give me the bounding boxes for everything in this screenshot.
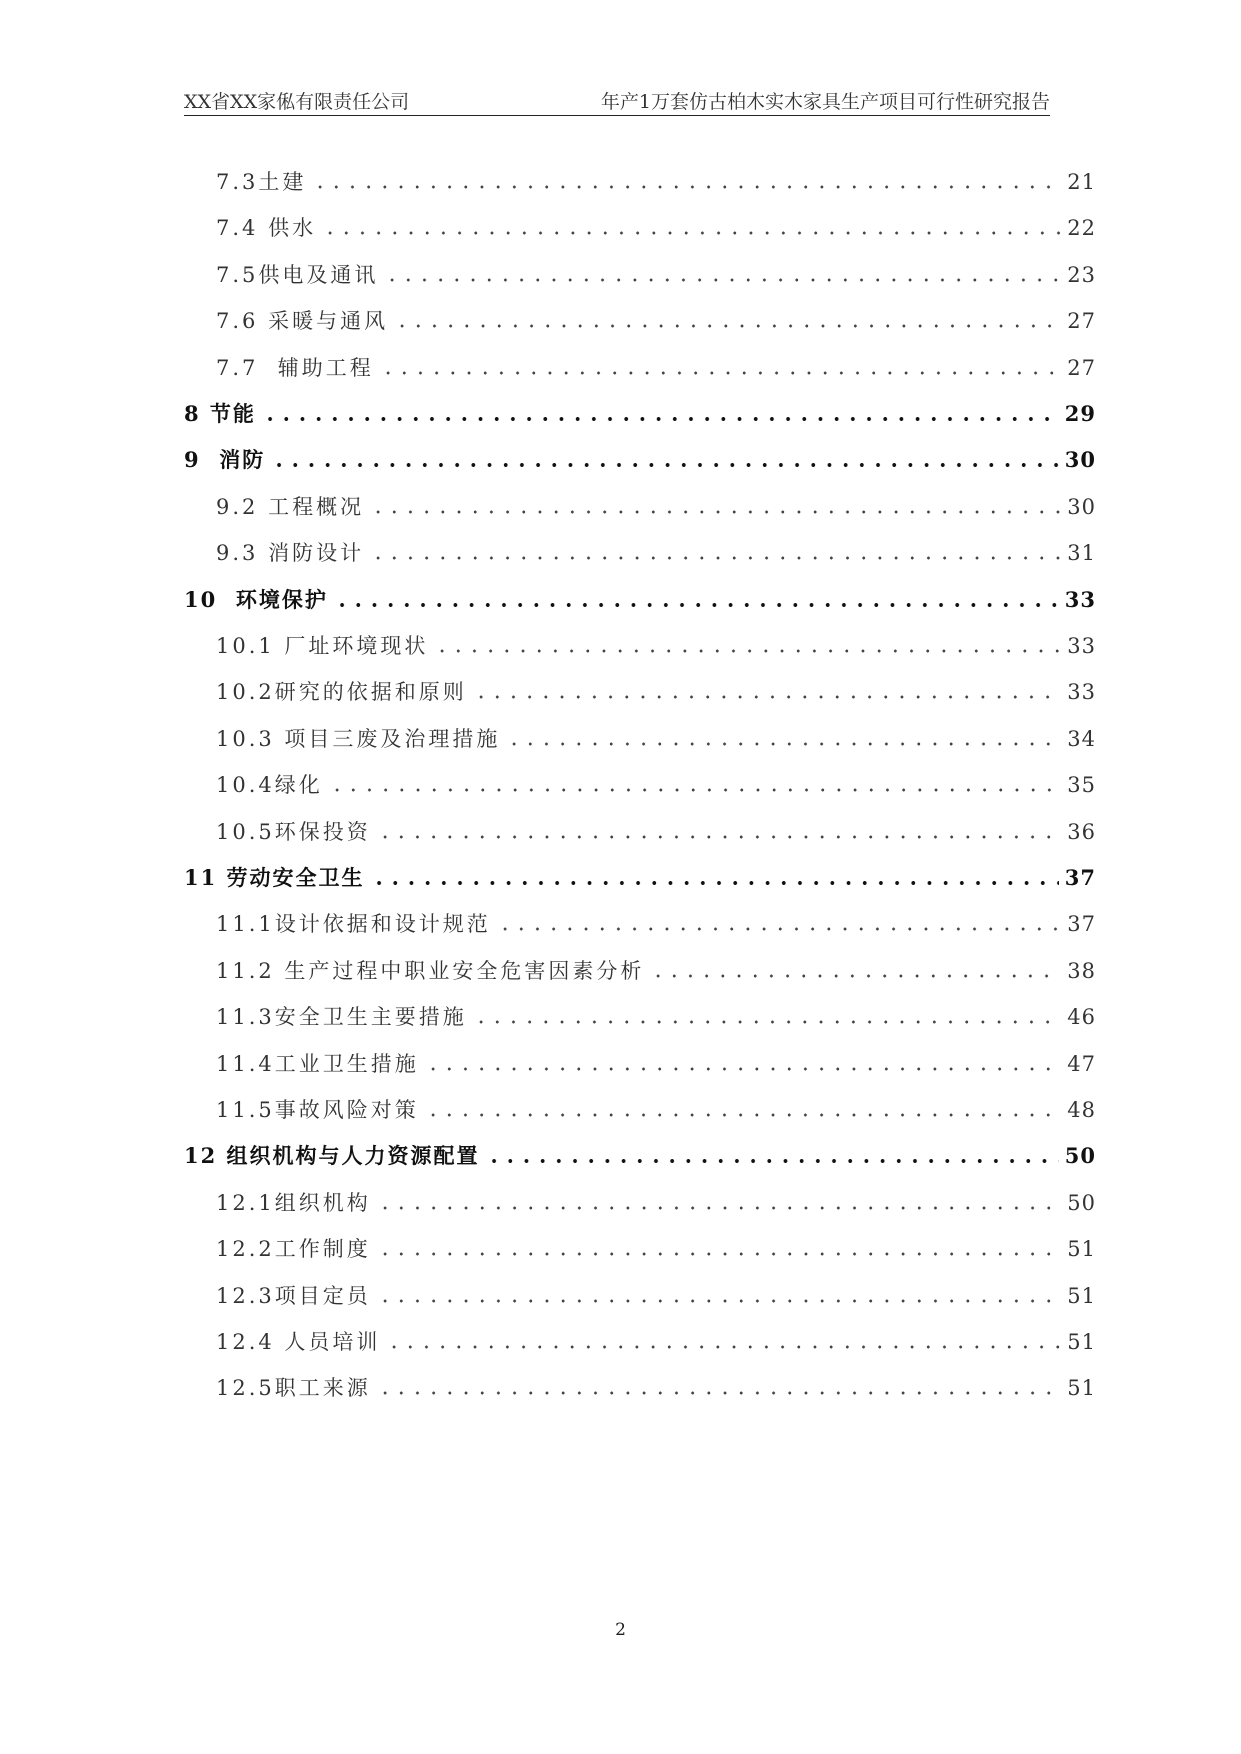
- toc-chapter-entry[interactable]: [184, 438, 1096, 474]
- toc-entry-label: 12.3项目定员: [216, 1283, 371, 1308]
- toc-entry-label: 11 劳动安全卫生: [184, 865, 365, 890]
- toc-section-entry[interactable]: [184, 485, 1096, 521]
- toc-entry-page-number: 30: [1064, 447, 1096, 473]
- page-number: 2: [615, 1620, 626, 1640]
- toc-chapter-entry[interactable]: [184, 1134, 1096, 1170]
- toc-dot-leader: [262, 416, 1059, 422]
- toc-section-entry[interactable]: [184, 1366, 1096, 1402]
- toc-dot-leader: [377, 834, 1062, 840]
- toc-entry-page-number: 37: [1064, 865, 1096, 890]
- toc-section-entry[interactable]: [184, 670, 1096, 706]
- header-report-title: 年产1万套仿古柏木实木家具生产项目可行性研究报告: [600, 91, 1050, 113]
- toc-section-entry[interactable]: [184, 206, 1096, 242]
- toc-section-entry[interactable]: [184, 531, 1096, 567]
- toc-entry-label: 10.3 项目三废及治理措施: [216, 726, 501, 751]
- toc-entry-label: 10.1 厂址环境现状: [216, 634, 429, 658]
- toc-entry-page-number: 30: [1067, 494, 1096, 519]
- toc-dot-leader: [371, 880, 1059, 886]
- toc-entry-label: 11.5事故风险对策: [216, 1098, 419, 1122]
- toc-entry-page-number: 51: [1067, 1330, 1096, 1354]
- toc-entry-page-number: 50: [1067, 1190, 1096, 1215]
- toc-entry-label: 8 节能: [184, 401, 256, 426]
- toc-section-entry[interactable]: [184, 1042, 1096, 1078]
- toc-entry-page-number: 38: [1067, 958, 1096, 983]
- toc-section-entry[interactable]: [184, 949, 1096, 985]
- toc-entry-label: 12.1组织机构: [216, 1190, 371, 1215]
- toc-entry-page-number: 37: [1067, 912, 1096, 937]
- toc-dot-leader: [329, 787, 1062, 793]
- toc-entry-page-number: 21: [1067, 170, 1096, 194]
- toc-entry-page-number: 47: [1067, 1051, 1096, 1076]
- toc-dot-leader: [497, 926, 1062, 932]
- toc-chapter-entry[interactable]: [184, 856, 1096, 892]
- toc-dot-leader: [312, 184, 1061, 190]
- toc-dot-leader: [377, 1205, 1062, 1211]
- toc-entry-page-number: 31: [1067, 541, 1096, 566]
- toc-entry-page-number: 34: [1067, 726, 1096, 751]
- toc-entry-page-number: 27: [1067, 355, 1096, 380]
- toc-section-entry[interactable]: [184, 902, 1096, 938]
- toc-entry-page-number: 29: [1064, 401, 1096, 426]
- toc-section-entry[interactable]: [184, 1088, 1096, 1124]
- toc-entry-page-number: 48: [1067, 1098, 1096, 1122]
- toc-entry-page-number: 33: [1067, 680, 1096, 705]
- toc-section-entry[interactable]: [184, 299, 1096, 335]
- toc-entry-label: 7.7 辅助工程: [216, 355, 374, 380]
- toc-dot-leader: [506, 741, 1061, 747]
- toc-entry-label: 10.4绿化: [216, 773, 323, 798]
- toc-section-entry[interactable]: [184, 160, 1096, 196]
- toc-dot-leader: [380, 370, 1062, 376]
- toc-entry-label: 9.3 消防设计: [216, 541, 365, 566]
- toc-entry-label: 12 组织机构与人力资源配置: [184, 1143, 480, 1169]
- toc-section-entry[interactable]: [184, 1181, 1096, 1217]
- toc-entry-page-number: 33: [1067, 634, 1096, 658]
- toc-entry-page-number: 46: [1067, 1005, 1096, 1030]
- toc-entry-label: 10.2研究的依据和原则: [216, 680, 467, 705]
- toc-section-entry[interactable]: [184, 717, 1096, 753]
- toc-section-entry[interactable]: [184, 763, 1096, 799]
- toc-entry-page-number: 51: [1067, 1376, 1096, 1401]
- toc-entry-page-number: 23: [1067, 262, 1096, 287]
- toc-entry-page-number: 51: [1067, 1237, 1096, 1262]
- toc-entry-label: 12.4 人员培训: [216, 1330, 381, 1354]
- toc-dot-leader: [370, 509, 1061, 515]
- page-header: [184, 86, 1050, 116]
- toc-dot-leader: [650, 973, 1061, 979]
- toc-entry-page-number: 50: [1064, 1143, 1096, 1169]
- toc-dot-leader: [271, 462, 1059, 468]
- toc-dot-leader: [425, 1112, 1062, 1118]
- toc-chapter-entry[interactable]: [184, 578, 1096, 614]
- toc-entry-page-number: 35: [1067, 773, 1096, 798]
- toc-dot-leader: [425, 1066, 1062, 1072]
- toc-section-entry[interactable]: [184, 995, 1096, 1031]
- toc-dot-leader: [394, 323, 1061, 329]
- toc-dot-leader: [370, 555, 1061, 561]
- toc-entry-page-number: 27: [1067, 309, 1096, 334]
- toc-entry-label: 12.5职工来源: [216, 1376, 371, 1401]
- toc-chapter-entry[interactable]: [184, 392, 1096, 428]
- toc-section-entry[interactable]: [184, 346, 1096, 382]
- toc-dot-leader: [473, 1019, 1062, 1025]
- toc-entry-label: 11.1设计依据和设计规范: [216, 912, 491, 937]
- toc-dot-leader: [377, 1298, 1062, 1304]
- toc-dot-leader: [386, 1344, 1061, 1350]
- toc-dot-leader: [384, 277, 1061, 283]
- toc-section-entry[interactable]: [184, 1274, 1096, 1310]
- header-company: XX省XX家俬有限责任公司: [184, 91, 410, 113]
- toc-entry-label: 7.4 供水: [216, 216, 317, 241]
- toc-entry-label: 9.2 工程概况: [216, 494, 365, 519]
- toc-entry-label: 7.6 采暖与通风: [216, 309, 389, 334]
- toc-entry-label: 11.3安全卫生主要措施: [216, 1005, 467, 1030]
- toc-entry-label: 9 消防: [184, 447, 266, 473]
- toc-dot-leader: [377, 1390, 1062, 1396]
- toc-entry-label: 7.3土建: [216, 170, 307, 194]
- toc-section-entry[interactable]: [184, 253, 1096, 289]
- toc-section-entry[interactable]: [184, 1227, 1096, 1263]
- toc-dot-leader: [473, 694, 1062, 700]
- toc-dot-leader: [434, 648, 1061, 654]
- toc-entry-page-number: 33: [1064, 586, 1096, 612]
- toc-entry-label: 10.5环保投资: [216, 819, 371, 844]
- toc-entry-label: 11.2 生产过程中职业安全危害因素分析: [216, 958, 645, 983]
- toc-section-entry[interactable]: [184, 1320, 1096, 1356]
- toc-section-entry[interactable]: [184, 624, 1096, 660]
- toc-dot-leader: [377, 1251, 1062, 1257]
- toc-entry-label: 12.2工作制度: [216, 1237, 371, 1262]
- toc-section-entry[interactable]: [184, 810, 1096, 846]
- toc-entry-page-number: 36: [1067, 819, 1096, 844]
- toc-dot-leader: [322, 230, 1061, 236]
- toc-entry-label: 11.4工业卫生措施: [216, 1051, 419, 1076]
- toc-entry-page-number: 22: [1067, 216, 1096, 241]
- toc-entry-label: 10 环境保护: [184, 586, 328, 612]
- toc-dot-leader: [334, 602, 1059, 608]
- toc-entry-page-number: 51: [1067, 1283, 1096, 1308]
- toc-entry-label: 7.5供电及通讯: [216, 262, 379, 287]
- toc-dot-leader: [486, 1158, 1059, 1164]
